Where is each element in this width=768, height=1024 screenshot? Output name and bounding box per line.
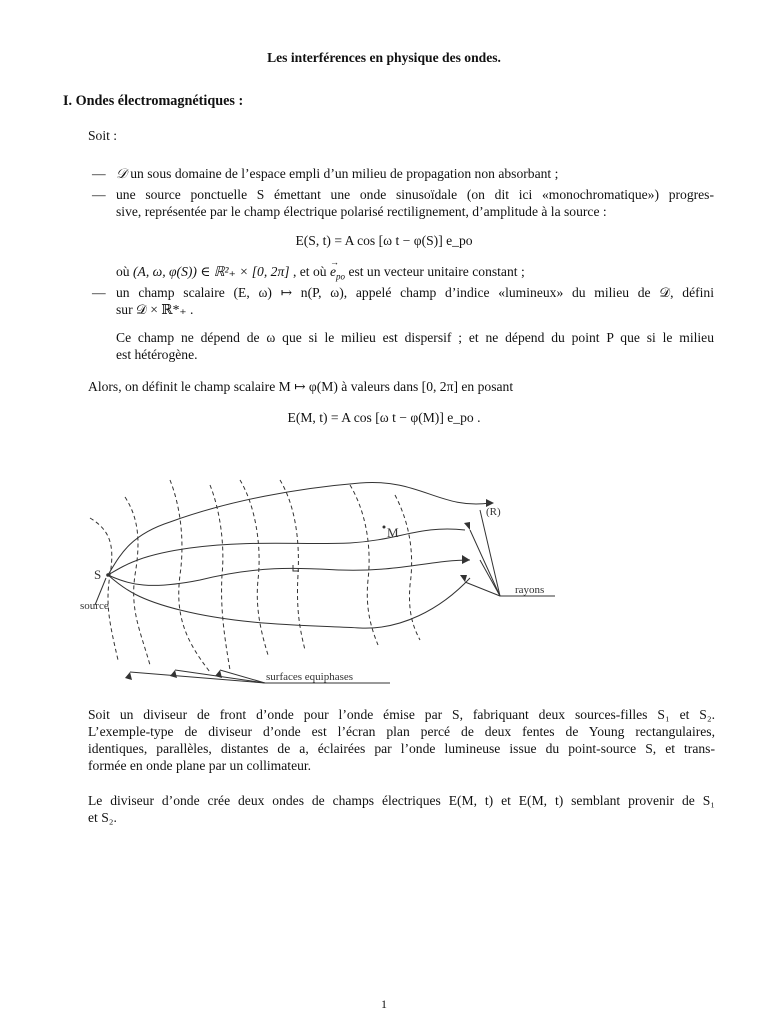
- equiphase-surface: [170, 480, 210, 672]
- item-text: un sous domaine de l’espace empli d’un milieu de propagation non absorbant ;: [126, 166, 559, 181]
- paragraph-1-line: identiques, parallèles, distantes de a, éclairées par l’onde lumineuse issue du point-source S, et trans-: [88, 741, 715, 756]
- item-text-line2: sur 𝒟 × ℝ*₊ .: [116, 302, 194, 317]
- equiphase-surface: [125, 497, 150, 665]
- ou-middle: , et où: [292, 264, 327, 279]
- ray-top: [108, 482, 490, 575]
- arrowhead-icon: [215, 670, 222, 678]
- remark-line2: est hétérogène.: [116, 347, 198, 362]
- R-leader: [480, 510, 500, 596]
- label-source: source: [80, 600, 109, 612]
- paragraph-1-line: Soit un diviseur de front d’onde pour l’onde émise par S, fabriquant deux sources-filles S₁ et S₂.: [88, 707, 715, 722]
- arrowhead-icon: [464, 522, 470, 530]
- label-R: (R): [486, 506, 501, 518]
- unit-vector: → e: [330, 263, 336, 280]
- equiphase-surface: [240, 480, 268, 655]
- list-dash: —: [92, 187, 106, 202]
- label-surfaces-equiphases: surfaces equiphases: [266, 671, 354, 683]
- remark-line1: Ce champ ne dépend de ω que si le milieu est dispersif ; et ne dépend du point P que si le milieu: [116, 330, 714, 345]
- unit-vector-sub: po: [336, 271, 346, 282]
- intro-text: Soit :: [88, 128, 118, 143]
- item-text-line2: sive, représentée par le champ électrique polarisé rectilignement, d’amplitude à la source :: [116, 204, 607, 219]
- ray-bottom: [108, 575, 470, 628]
- point-M: [383, 526, 386, 529]
- paragraph-2-line2: et S₂.: [88, 810, 117, 825]
- define-line: Alors, on définit le champ scalaire M ↦ φ(M) à valeurs dans [0, 2π] en posant: [88, 379, 514, 394]
- item-text-line1: un champ scalaire (E, ω) ↦ n(P, ω), appelé champ d’indice «lumineux» du milieu de 𝒟, défini: [116, 285, 714, 300]
- domain-symbol: 𝒟: [116, 166, 127, 181]
- paragraph-1: [88, 706, 715, 774]
- list-dash: —: [92, 285, 106, 300]
- list-dash: —: [92, 166, 106, 181]
- ray-lower: [108, 560, 470, 585]
- paragraph-2: [88, 792, 715, 826]
- label-M: M: [387, 525, 399, 540]
- ou-tuple: (A, ω, φ(S)) ∈ ℝ²₊ × [0, 2π]: [133, 264, 290, 279]
- arrowhead-icon: [462, 555, 470, 564]
- rayons-leader: [480, 560, 500, 596]
- ou-suffix: est un vecteur unitaire constant ;: [348, 264, 525, 279]
- paragraph-1-line: formée en onde plane par un collimateur.: [88, 758, 312, 773]
- equation-2: E(M, t) = A cos [ω t − φ(M)] e_po .: [287, 410, 481, 425]
- equation-1: E(S, t) = A cos [ω t − φ(S)] e_po: [295, 233, 473, 248]
- page-title: Les interférences en physique des ondes.: [267, 50, 501, 65]
- section-heading: I. Ondes électromagnétiques :: [63, 93, 244, 109]
- label-rayons: rayons: [515, 584, 545, 596]
- source-point: [106, 573, 110, 577]
- arrowhead-icon: [170, 670, 177, 678]
- paragraph-2-line1: Le diviseur d’onde crée deux ondes de champs électriques E(M, t) et E(M, t) semblant provenir de S₁: [88, 793, 715, 808]
- arrowhead-icon: [460, 575, 467, 582]
- ou-prefix: où: [116, 264, 130, 279]
- equiphase-surface: [210, 485, 230, 670]
- page-number: 1: [381, 997, 387, 1011]
- paragraph-1-line: L’exemple-type de diviseur d’onde est l’écran plan percé de deux fentes de Young rectangulaires,: [88, 724, 715, 739]
- arrowhead-icon: [125, 672, 132, 680]
- item-text-line1: une source ponctuelle S émettant une onde sinusoïdale (on dit ici «monochromatique») progres-: [116, 187, 714, 202]
- equiphase-surface: [350, 485, 378, 645]
- equiphase-surface: [90, 518, 118, 660]
- label-S: S: [94, 567, 102, 582]
